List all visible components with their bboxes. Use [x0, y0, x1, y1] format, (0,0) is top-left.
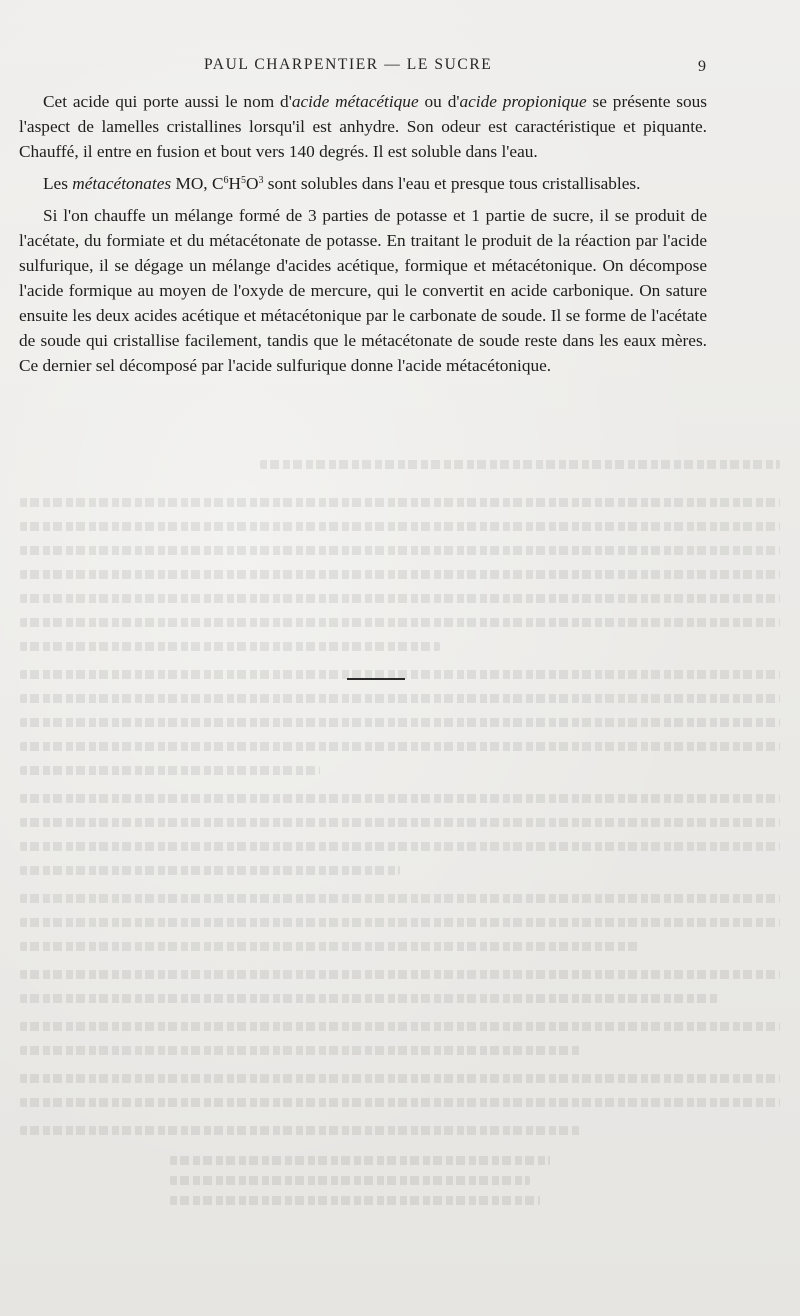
formula-exponent: 3 [258, 175, 264, 186]
section-divider [347, 678, 405, 680]
running-title: PAUL CHARPENTIER — LE SUCRE [204, 56, 493, 73]
running-header [0, 52, 800, 80]
paragraph-metacetonates [19, 171, 707, 196]
text-run: MO, C [171, 174, 224, 193]
text-run: ou d' [418, 92, 460, 111]
page-number: 9 [698, 58, 706, 75]
italic-term: acide métacétique [291, 92, 419, 111]
italic-term: métacétonates [72, 174, 172, 193]
text-run: se présente sous l'aspect de lamelles cristallines lorsqu'il est anhydre. Son odeur est caractéristique et piquante. Chauffé, il entre en fusion et bout vers 140 degrés. Il est soluble dans l'eau. [19, 92, 708, 161]
text-run: Les [43, 174, 73, 193]
text-run: O [245, 174, 259, 193]
body-text [19, 89, 707, 385]
text-run: H [228, 174, 241, 193]
paragraph-propionic-acid [19, 89, 707, 164]
text-run: sont solubles dans l'eau et presque tous cristallisables. [263, 174, 641, 193]
formula-exponent: 5 [240, 175, 246, 186]
formula-exponent: 6 [223, 175, 229, 186]
italic-term: acide propionique [459, 92, 587, 111]
show-through-texture [20, 450, 790, 1230]
paragraph-preparation: Si l'on chauffe un mélange formé de 3 parties de potasse et 1 partie de sucre, il se produit de l'acétate, du formiate et du métacétonate de potasse. En traitant le produit de la réaction par l'acide sulfurique, il se dégage un mélange d'acides acétique, formique et métacétonique. On décompose l'acide formique au moyen de l'oxyde de mercure, qui le convertit en acide carbonique. On sature ensuite les deux acides acétique et métacétonique par le carbonate de soude. Il se forme de l'acétate de soude qui cristallise facilement, tandis que le métacétonate de soude reste dans les eaux mères. Ce dernier sel décomposé par l'acide sulfurique donne l'acide métacétonique. [19, 206, 707, 375]
text-run: Cet acide qui porte aussi le nom d' [43, 92, 292, 111]
